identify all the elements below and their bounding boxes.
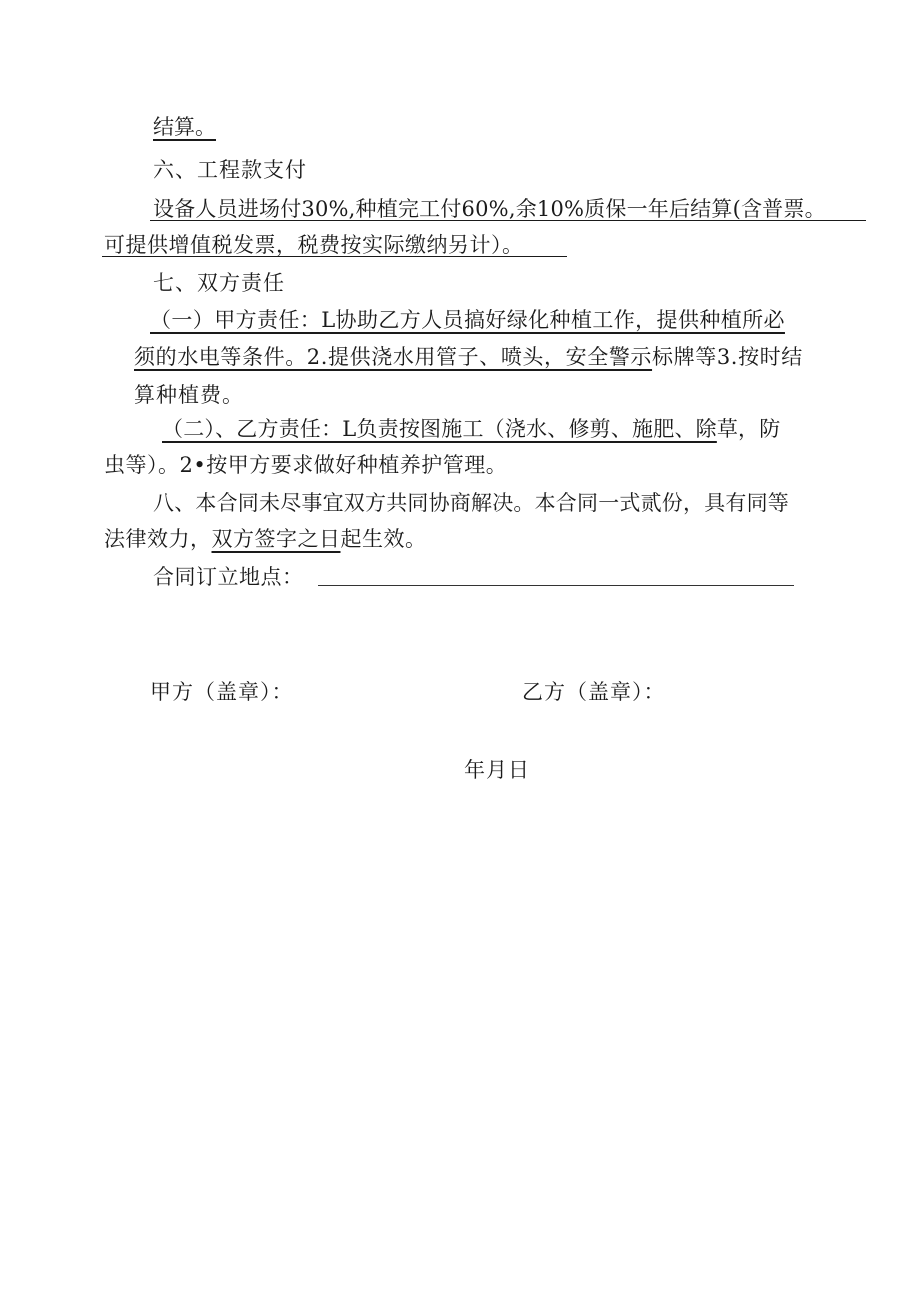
- party-a-duties-line1: [150, 305, 785, 335]
- party-b-duties-line1-rest: 草，防: [716, 417, 781, 441]
- party-b-seal-label: 乙方（盖章）：: [522, 680, 666, 704]
- settlement-tail-text: 结算。: [153, 115, 216, 139]
- payment-terms-line1: 设备人员进场付30%,种植完工付60%,余10%质保一年后结算(含普票。: [153, 197, 826, 221]
- party-b-duties-line1-underlined: （二）、乙方责任：L负责按图施工（浇水、修剪、施肥、除: [162, 417, 717, 441]
- settlement-tail: [153, 112, 216, 142]
- payment-terms-underline2: [102, 256, 567, 257]
- party-a-duties-line3: 算种植费。: [134, 383, 244, 407]
- duties-heading: 七、双方责任: [153, 271, 285, 295]
- party-a-duties-line1-text: （一）甲方责任：L协助乙方人员搞好绿化种植工作，提供种植所必: [150, 308, 785, 332]
- clause8-line2-pre: 法律效力，: [104, 527, 212, 551]
- party-a-duties-line2: [134, 342, 803, 372]
- party-b-duties-line1: [162, 414, 780, 444]
- party-a-duties-line2-underlined: 须的水电等条件。2.提供浇水用管子、喷头，安全警示: [134, 345, 653, 369]
- payment-terms-underline1: [150, 220, 866, 221]
- contract-place-blank: [318, 585, 794, 586]
- clause8-line1: 八、本合同未尽事宜双方共同协商解决。本合同一式贰份，具有同等: [153, 491, 789, 515]
- clause8-line2-underlined: 双方签字之日: [211, 527, 341, 551]
- payment-terms-line2: 可提供增值税发票，税费按实际缴纳另计）。: [104, 233, 524, 257]
- party-a-duties-line2-rest: 标牌等3.按时结: [652, 345, 803, 369]
- party-b-duties-line2: 虫等）。2•按甲方要求做好种植养护管理。: [104, 453, 508, 477]
- clause8-line2-post: 起生效。: [340, 527, 427, 551]
- clause8-line2: [104, 524, 427, 554]
- party-a-seal-label: 甲方（盖章）：: [150, 680, 294, 704]
- contract-place-label: 合同订立地点：: [153, 565, 304, 589]
- payment-heading: 六、工程款支付: [153, 158, 307, 182]
- signing-date-label: 年月日: [464, 758, 530, 782]
